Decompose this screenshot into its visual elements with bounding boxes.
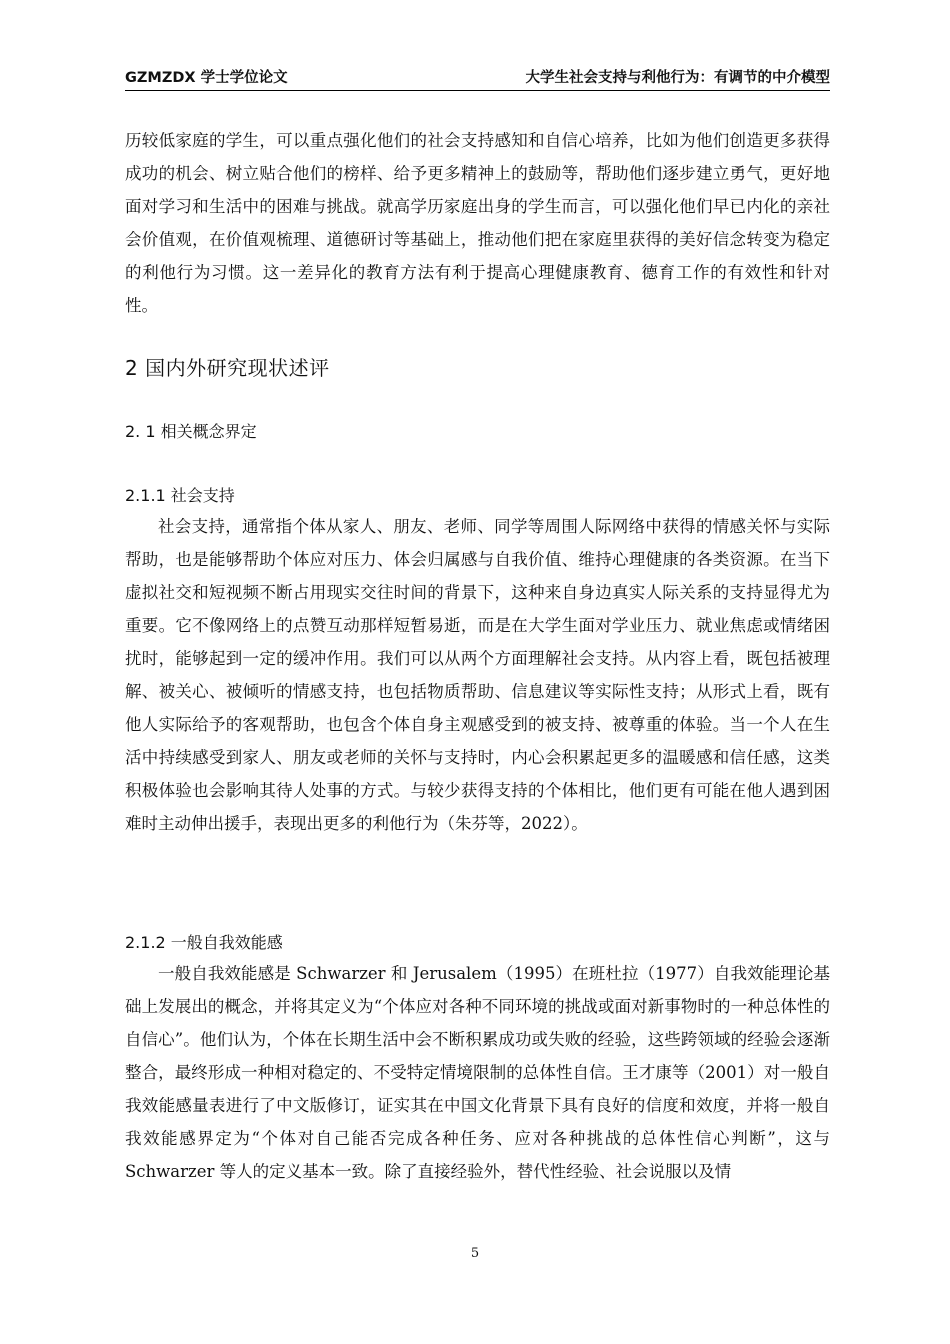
social-support-heading: 2.1.1 社会支持 — [125, 486, 235, 505]
header-thesis-label: GZMZDX 学士学位论文 — [125, 70, 288, 86]
section-heading: 2 国内外研究现状述评 — [125, 356, 330, 380]
page-header — [125, 68, 830, 91]
header-thesis-title: 大学生社会支持与利他行为：有调节的中介模型 — [525, 70, 830, 86]
social-support-paragraph: 社会支持，通常指个体从家人、朋友、老师、同学等周围人际网络中获得的情感关怀与实际帮助，也是能够帮助个体应对压力、体会归属感与自我价值、维持心理健康的各类资源。在当下虚拟社交和短视频不断占用现实交往时间的背景下，这种来自身边真实人际关系的支持显得尤为重要。它不像网络上的点赞互动那样短暂易逝，而是在大学生面对学业压力、就业焦虑或情绪困扰时，能够起到一定的缓冲作用。我们可以从两个方面理解社会支持。从内容上看，既包括被理解、被关心、被倾听的情感支持，也包括物质帮助、信息建议等实际性支持；从形式上看，既有他人实际给予的客观帮助，也包含个体自身主观感受到的被支持、被尊重的体验。当一个人在生活中持续感受到家人、朋友或老师的关怀与支持时，内心会积累起更多的温暖感和信任感，这类积极体验也会影响其待人处事的方式。与较少获得支持的个体相比，他们更有可能在他人遇到困难时主动伸出援手，表现出更多的利他行为（朱芬等，2022）。 — [125, 517, 830, 833]
self-efficacy-heading: 2.1.2 一般自我效能感 — [125, 933, 283, 952]
subsection-heading: 2. 1 相关概念界定 — [125, 422, 257, 441]
self-efficacy-paragraph: 一般自我效能感是 Schwarzer 和 Jerusalem（1995）在班杜拉（1977）自我效能理论基础上发展出的概念，并将其定义为“个体应对各种不同环境的挑战或面对新事物时的一种总体性的自信心”。他们认为，个体在长期生活中会不断积累成功或失败的经验，这些跨领域的经验会逐渐整合，最终形成一种相对稳定的、不受特定情境限制的总体性自信。王才康等（2001）对一般自我效能感量表进行了中文版修订，证实其在中国文化背景下具有良好的信度和效度，并将一般自我效能感界定为“个体对自己能否完成各种任务、应对各种挑战的总体性信心判断”，这与 Schwarzer 等人的定义基本一致。除了直接经验外，替代性经验、社会说服以及情 — [125, 964, 830, 1181]
intro-paragraph: 历较低家庭的学生，可以重点强化他们的社会支持感知和自信心培养，比如为他们创造更多获得成功的机会、树立贴合他们的榜样、给予更多精神上的鼓励等，帮助他们逐步建立勇气，更好地面对学习和生活中的困难与挑战。就高学历家庭出身的学生而言，可以强化他们早已内化的亲社会价值观，在价值观梳理、道德研讨等基础上，推动他们把在家庭里获得的美好信念转变为稳定的利他行为习惯。这一差异化的教育方法有利于提高心理健康教育、德育工作的有效性和针对性。 — [125, 131, 830, 315]
page-number: 5 — [470, 1246, 480, 1261]
